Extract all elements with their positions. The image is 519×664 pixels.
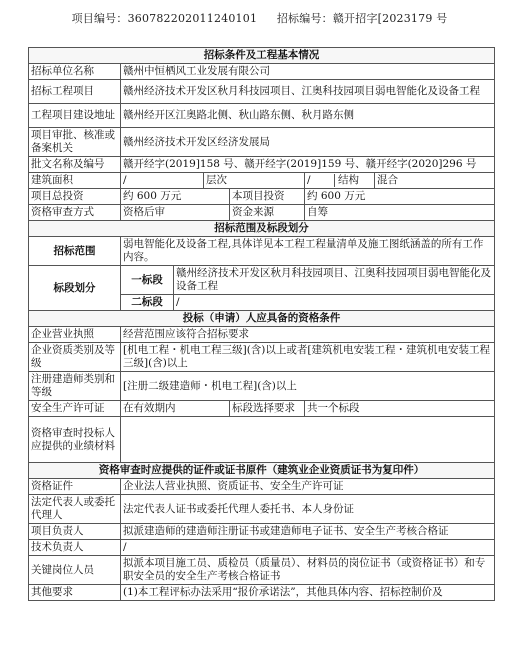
label-project-manager: 项目负责人 — [29, 524, 121, 540]
value-approval-docs: 赣开经字(2019]158 号、赣开经字(2019]159 号、赣开经字(2020]296 号 — [121, 157, 495, 173]
value-floors: / — [307, 174, 311, 186]
value-credentials: 企业法人营业执照、资质证书、安全生产许可证 — [121, 479, 495, 495]
label-lots: 标段划分 — [29, 266, 121, 311]
label-legal-representative: 法定代表人或委托代理人 — [29, 495, 121, 524]
label-structure-group — [305, 173, 375, 189]
label-performance-materials: 资格审查时投标人应提供的业绩材料 — [29, 417, 121, 463]
label-scope: 招标范围 — [29, 237, 121, 266]
label-key-personnel: 关键岗位人员 — [29, 556, 121, 585]
label-tender-unit: 招标单位名称 — [29, 64, 121, 80]
tender-info-table — [28, 47, 495, 601]
value-total-investment: 约 600 万元 — [121, 189, 230, 205]
label-qualification-grade: 企业资质类别及等级 — [29, 343, 121, 372]
label-project: 招标工程项目 — [29, 80, 121, 104]
label-business-license: 企业营业执照 — [29, 327, 121, 343]
value-key-personnel: 拟派本项目施工员、质检员（质量员）、材料员的岗位证书（或资格证书）和专职安全员的安全生产考核合格证书 — [121, 556, 495, 585]
value-tender-unit: 赣州中恒栖风工业发展有限公司 — [121, 64, 495, 80]
label-approval-authority: 项目审批、核准或备案机关 — [29, 128, 121, 157]
label-safety-permit: 安全生产许可证 — [29, 401, 121, 417]
section-title-certificates: 资格审查时应提供的证件或证书原件（建筑业企业资质证书为复印件） — [29, 463, 495, 479]
value-project-investment: 约 600 万元 — [305, 189, 495, 205]
value-lot-selection: 共一个标段 — [305, 401, 495, 417]
project-number: 项目编号：360782202011240101 — [71, 12, 258, 25]
document-header — [0, 10, 519, 26]
bid-number: 招标编号：赣开招字[2023179 号 — [276, 12, 448, 25]
value-project-manager: 拟派建造师的建造师注册证书或建造师电子证书、安全生产考核合格证 — [121, 524, 495, 540]
value-technical-manager: / — [121, 540, 495, 556]
value-address: 赣州经开区江奥路北侧、秋山路东侧、秋月路东侧 — [121, 104, 495, 128]
value-lot-1: 赣州经济技术开发区秋月科技园项目、江奥科技园项目弱电智能化及设备工程 — [174, 266, 495, 295]
section-title-qualifications: 投标（申请）人应具备的资格条件 — [29, 311, 495, 327]
label-credentials: 资格证件 — [29, 479, 121, 495]
value-approval-authority: 赣州经济技术开发区经济发展局 — [121, 128, 495, 157]
label-total-investment: 项目总投资 — [29, 189, 121, 205]
label-review-method: 资格审查方式 — [29, 205, 121, 221]
label-approval-docs: 批文名称及编号 — [29, 157, 121, 173]
value-other-requirements: (1)本工程评标办法采用“报价承诺法”，其他具体内容、招标控制价及 — [121, 585, 495, 601]
value-constructor-grade: [注册二级建造师・机电工程](含)以上 — [121, 372, 495, 401]
value-scope: 弱电智能化及设备工程,具体详见本工程工程量清单及施工图纸涵盖的所有工作内容。 — [121, 237, 495, 266]
value-performance-materials — [121, 417, 495, 463]
label-fund-source: 资金来源 — [230, 205, 305, 221]
value-project: 赣州经济技术开发区秋月科技园项目、江奥科技园项目弱电智能化及设备工程 — [121, 80, 495, 104]
value-business-license: 经营范围应该符合招标要求 — [121, 327, 495, 343]
label-project-investment: 本项目投资 — [230, 189, 305, 205]
label-lot-1: 一标段 — [121, 266, 174, 295]
value-legal-representative: 法定代表人证书或委托代理人委托书、本人身份证 — [121, 495, 495, 524]
label-floors: 层次 — [204, 173, 305, 189]
section-title-scope: 招标范围及标段划分 — [29, 221, 495, 237]
value-fund-source: 自筹 — [305, 205, 495, 221]
label-constructor-grade: 注册建造师类别和等级 — [29, 372, 121, 401]
value-qualification-grade: [机电工程・机电工程三级](含)以上或者[建筑机电安装工程・建筑机电安装工程三级](含)以上 — [121, 343, 495, 372]
label-address: 工程项目建设地址 — [29, 104, 121, 128]
value-review-method: 资格后审 — [121, 205, 230, 221]
value-area: / — [121, 173, 204, 189]
label-technical-manager: 技术负责人 — [29, 540, 121, 556]
label-other-requirements: 其他要求 — [29, 585, 121, 601]
section-title-conditions: 招标条件及工程基本情况 — [29, 48, 495, 64]
value-lot-2: / — [174, 295, 495, 311]
label-lot-2: 二标段 — [121, 295, 174, 311]
value-structure: 混合 — [375, 173, 495, 189]
value-safety-permit: 在有效期内 — [121, 401, 230, 417]
label-area: 建筑面积 — [29, 173, 121, 189]
label-lot-selection: 标段选择要求 — [230, 401, 305, 417]
label-structure: 结构 — [334, 174, 372, 187]
